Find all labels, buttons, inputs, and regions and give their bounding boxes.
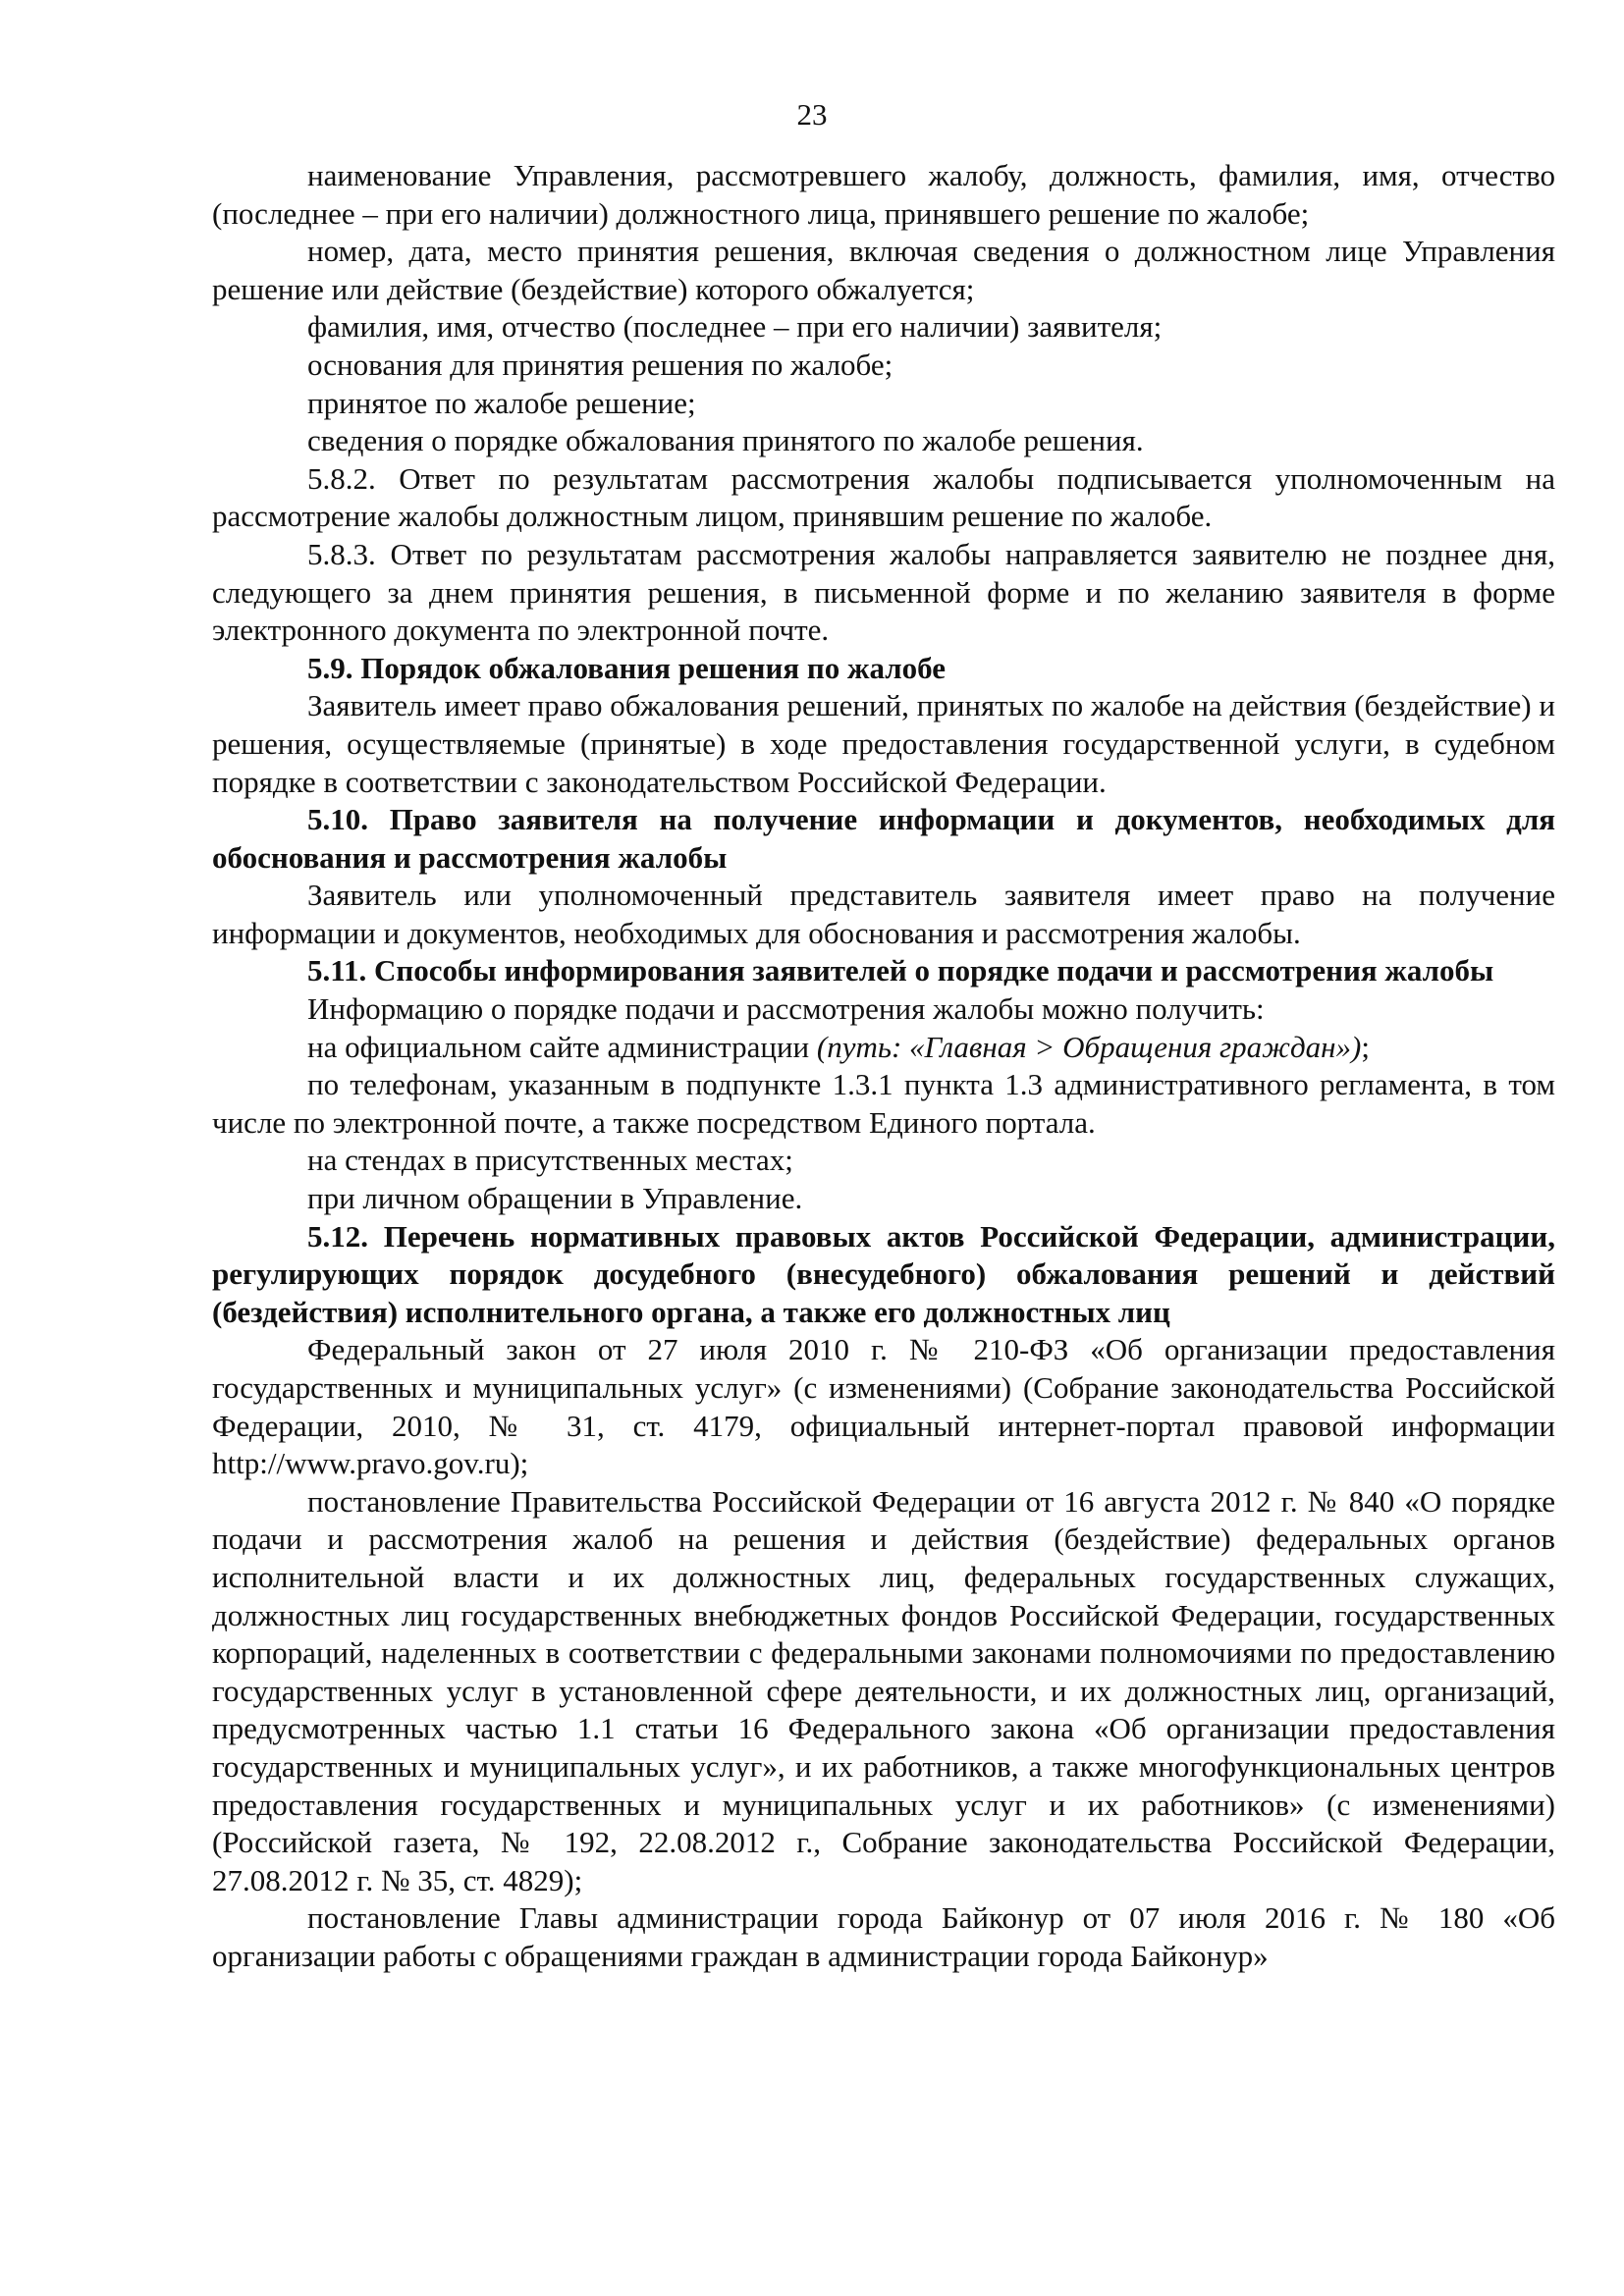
paragraph: на стендах в присутственных местах; xyxy=(307,1143,793,1178)
paragraph-text: на официальном сайте администрации xyxy=(307,1029,810,1064)
document-body xyxy=(212,157,1555,1976)
site-path: (путь: «Главная > Обращения граждан») xyxy=(816,1029,1362,1064)
section-heading: 5.9. Порядок обжалования решения по жалобе xyxy=(307,650,947,685)
section-heading: 5.10. Право заявителя на получение информации и документов, необходимых для обоснования и рассмотрения жалобы xyxy=(212,802,1555,875)
paragraph: Заявитель или уполномоченный представитель заявителя имеет право на получение информации и документов, необходимых для обоснования и рассмотрения жалобы. xyxy=(212,878,1555,950)
paragraph: фамилия, имя, отчество (последнее – при его наличии) заявителя; xyxy=(307,309,1163,345)
paragraph: основания для принятия решения по жалобе; xyxy=(307,347,893,382)
paragraph: номер, дата, место принятия решения, включая сведения о должностном лице Управления решение или действие (бездействие) которого обжалуется; xyxy=(212,234,1555,306)
paragraph: принятое по жалобе решение; xyxy=(307,385,696,420)
paragraph: постановление Правительства Российской Федерации от 16 августа 2012 г. № 840 «О порядке подачи и рассмотрения жалоб на решения и действия (бездействие) федеральных органов исполнительной власти и их должностных лиц, федеральных государственных служащих, должностных лиц государственных внебюджетных фондов Российской Федерации, государственных корпораций, наделенных в соответствии с федеральными законами полномочиями по предоставлению государственных услуг в установленной сфере деятельности, и их должностных лиц, организаций, предусмотренных частью 1.1 статьи 16 Федерального закона «Об организации предоставления государственных и муниципальных услуг», и их работников, а также многофункциональных центров предоставления государственных и муниципальных услуг и их работников» (с изменениями) (Российской газета, № 192, 22.08.2012 г., Собрание законодательства Российской Федерации, 27.08.2012 г. № 35, ст. 4829); xyxy=(212,1483,1555,1897)
paragraph: по телефонам, указанным в подпункте 1.3.1 пункта 1.3 административного регламента, в том числе по электронной почте, а также посредством Единого портала. xyxy=(212,1067,1555,1140)
section-heading: 5.11. Способы информирования заявителей о порядке подачи и рассмотрения жалобы xyxy=(307,953,1494,988)
paragraph: 5.8.3. Ответ по результатам рассмотрения жалобы направляется заявителю не позднее дня, следующего за днем принятия решения, в письменной форме и по желанию заявителя в форме электронного документа по электронной почте. xyxy=(212,536,1555,648)
paragraph: при личном обращении в Управление. xyxy=(307,1181,803,1216)
paragraph-punctuation: ; xyxy=(1361,1029,1370,1064)
paragraph: Федеральный закон от 27 июля 2010 г. № 210-ФЗ «Об организации предоставления государственных и муниципальных услуг» (с изменениями) (Собрание законодательства Российской Федерации, 2010, № 31, ст. 4179, официальный интернет-портал правовой информации http://www.pravo.gov.ru); xyxy=(212,1332,1555,1481)
paragraph: 5.8.2. Ответ по результатам рассмотрения жалобы подписывается уполномоченным на рассмотрение жалобы должностным лицом, принявшим решение по жалобе. xyxy=(212,460,1555,534)
page-number: 23 xyxy=(796,97,828,132)
paragraph xyxy=(212,1029,1555,1067)
paragraph: наименование Управления, рассмотревшего жалобу, должность, фамилия, имя, отчество (последнее – при его наличии) должностного лица, принявшего решение по жалобе; xyxy=(212,158,1555,231)
section-heading: 5.12. Перечень нормативных правовых актов Российской Федерации, администрации, регулирующих порядок досудебного (внесудебного) обжалования решений и действий (бездействия) исполнительного органа, а также его должностных лиц xyxy=(212,1218,1555,1329)
paragraph: Заявитель имеет право обжалования решений, принятых по жалобе на действия (бездействие) и решения, осуществляемые (принятые) в ходе предоставления государственной услуги, в судебном порядке в соответствии с законодательством Российской Федерации. xyxy=(212,688,1555,799)
paragraph: сведения о порядке обжалования принятого по жалобе решения. xyxy=(307,423,1144,458)
paragraph: постановление Главы администрации города Байконур от 07 июля 2016 г. № 180 «Об организации работы с обращениями граждан в администрации города Байконур» xyxy=(212,1900,1555,1973)
paragraph: Информацию о порядке подачи и рассмотрения жалобы можно получить: xyxy=(307,991,1265,1027)
